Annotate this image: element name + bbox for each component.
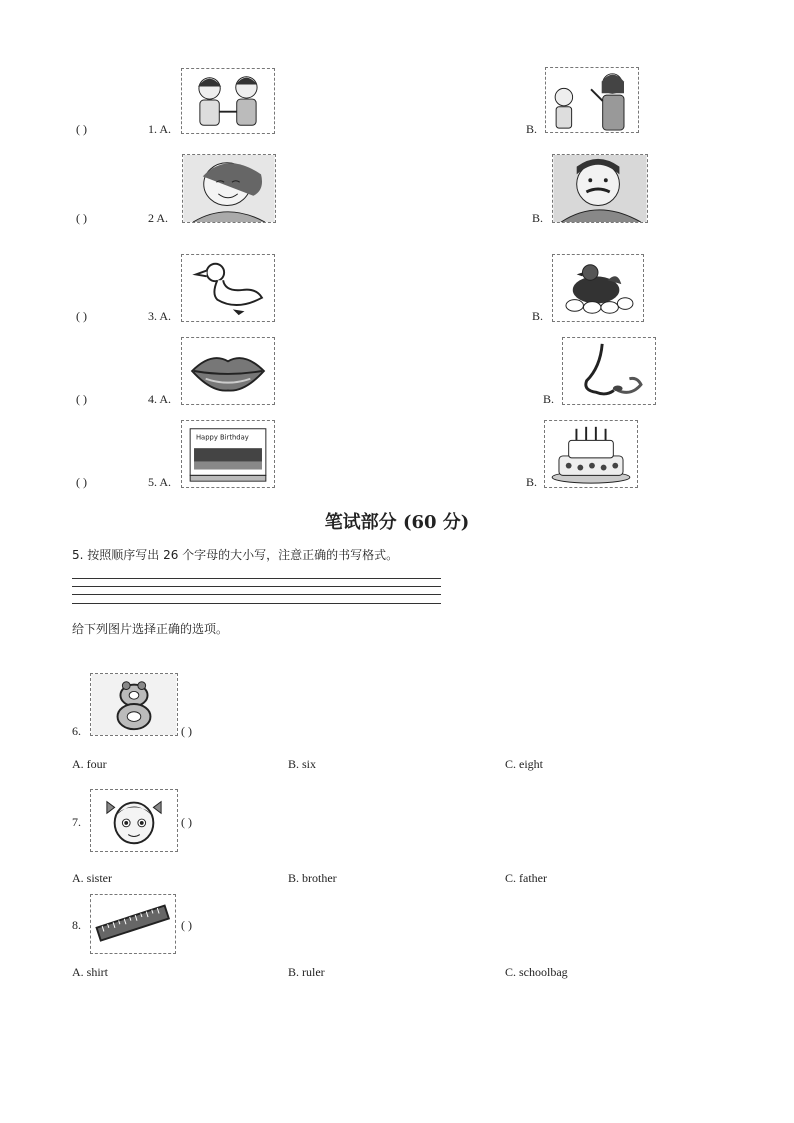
answer-paren-6[interactable]: ( )	[181, 724, 192, 738]
question-number-7: 7.	[72, 815, 81, 829]
ruler-image	[90, 894, 176, 954]
question-number-3: 3. A.	[148, 309, 172, 323]
question-number-8: 8.	[72, 918, 81, 932]
question-number-6: 6.	[72, 724, 81, 738]
answer-paren-4[interactable]: ( )	[76, 392, 87, 406]
option-c-8: C. schoolbag	[505, 965, 568, 979]
question-number-2: 2 A.	[148, 211, 169, 225]
answer-paren-1[interactable]: ( )	[76, 122, 87, 136]
mustached-man-image	[552, 154, 648, 223]
option-c-7: C. father	[505, 871, 547, 885]
option-b-6: B. six	[288, 757, 317, 771]
writing-line	[72, 586, 441, 587]
option-b-8: B. ruler	[288, 965, 325, 979]
girl-face-image	[90, 789, 178, 852]
waving-adult-child-image	[545, 67, 639, 133]
smiling-woman-image	[182, 154, 276, 223]
number-eight-image	[90, 673, 178, 736]
duck-image	[181, 254, 275, 322]
question-5-prompt: 5. 按照顺序写出 26 个字母的大小写，注意正确的书写格式。	[72, 548, 399, 562]
greeting-children-image	[181, 68, 275, 134]
question-number-4: 4. A.	[148, 392, 172, 406]
writing-line	[72, 594, 441, 595]
option-b-label-1: B.	[526, 122, 538, 136]
answer-paren-5[interactable]: ( )	[76, 475, 87, 489]
question-number-1: 1. A.	[148, 122, 172, 136]
section-title: 笔试部分 (60 分)	[324, 512, 470, 533]
option-b-label-5: B.	[526, 475, 538, 489]
option-b-label-3: B.	[532, 309, 544, 323]
birthday-cake-image	[544, 420, 638, 488]
writing-line	[72, 603, 441, 604]
option-b-7: B. brother	[288, 871, 337, 885]
option-c-6: C. eight	[505, 757, 543, 771]
answer-paren-3[interactable]: ( )	[76, 309, 87, 323]
nose-image	[562, 337, 656, 405]
answer-paren-7[interactable]: ( )	[181, 815, 192, 829]
answer-paren-8[interactable]: ( )	[181, 918, 192, 932]
answer-paren-2[interactable]: ( )	[76, 211, 87, 225]
writing-line	[72, 578, 441, 579]
question-number-5: 5. A.	[148, 475, 172, 489]
picture-instruction: 给下列图片选择正确的选项。	[72, 622, 229, 636]
option-a-6: A. four	[72, 757, 107, 771]
option-a-8: A. shirt	[72, 965, 108, 979]
lips-image	[181, 337, 275, 405]
card-text: Happy Birthday	[195, 433, 249, 442]
birthday-card-image	[181, 420, 275, 488]
option-a-7: A. sister	[72, 871, 112, 885]
option-b-label-2: B.	[532, 211, 544, 225]
hen-with-eggs-image	[552, 254, 644, 322]
option-b-label-4: B.	[543, 392, 555, 406]
